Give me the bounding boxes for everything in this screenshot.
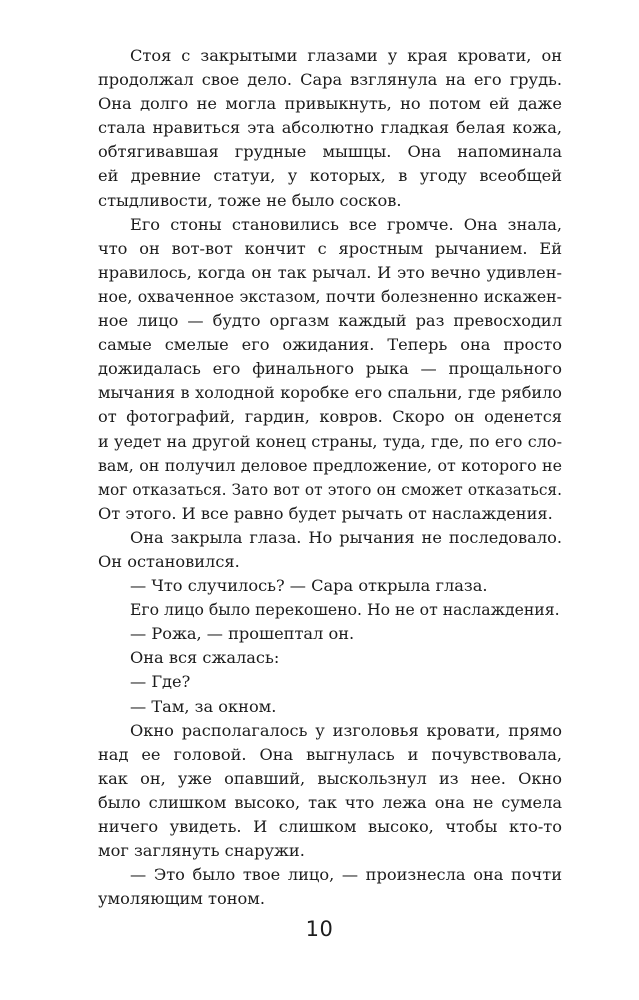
text-line: — Рожа, — прошептал он. [130,624,355,644]
text-line: — Что случилось? — Сара открыла глаза. [130,576,488,596]
page-number: 10 [305,917,334,941]
text-line: От этого. И все равно будет рычать от наслаждения. [98,503,553,523]
text-line: Она долго не могла привыкнуть, но потом ей даже [98,94,562,114]
text-line: дожидалась его финального рыка — прощального [98,359,562,379]
text-line: обтягивавшая грудные мышцы. Она напоминала [98,142,562,162]
text-line: — Это было твое лицо, — произнесла она почти [130,865,562,885]
text-line: было слишком высоко, так что лежа она не сумела [98,792,562,812]
text-line: Он остановился. [98,551,240,571]
text-line: над ее головой. Она выгнулась и почувствовала, [98,744,562,764]
text-line: — Где? [130,672,191,692]
text-line: вам, он получил деловое предложение, от которого не [98,455,562,475]
text-line: ничего увидеть. И слишком высоко, чтобы кто-то [98,817,562,836]
text-line: от фотографий, гардин, ковров. Скоро он оденется [98,407,562,427]
text-line: мог отказаться. Зато вот от этого он сможет отказаться. [98,480,562,499]
text-line: Окно располагалось у изголовья кровати, прямо [130,720,562,740]
text-line: умоляющим тоном. [98,889,265,909]
text-line: ное лицо — будто оргазм каждый раз превосходил [98,311,562,331]
text-line: продолжал свое дело. Сара взглянула на его грудь. [98,70,562,90]
text-line: самые смелые его ожидания. Теперь она просто [98,335,562,355]
text-line: — Там, за окном. [130,696,277,716]
text-line: Его стоны становились все громче. Она знала, [130,214,562,234]
text-line: ей древние статуи, у которых, в угоду всеобщей [98,166,562,186]
text-line: стыдливости, тоже не было сосков. [98,190,402,210]
text-line: мог заглянуть снаружи. [98,841,305,861]
text-line: Стоя с закрытыми глазами у края кровати, он [130,46,562,65]
text-line: мычания в холодной коробке его спальни, где рябило [98,383,562,403]
text-line: как он, уже опавший, выскользнул из нее. Окно [98,768,562,788]
text-line: Она закрыла глаза. Но рычания не последовало. [130,527,562,547]
text-line: нравилось, когда он так рычал. И это вечно удивлен- [98,262,562,282]
text-line: стала нравиться эта абсолютно гладкая белая кожа, [98,118,562,138]
text-line: Его лицо было перекошено. Но не от наслаждения. [130,600,560,620]
text-line: что он вот-вот кончит с яростным рычанием. Ей [98,238,562,258]
text-line: и уедет на другой конец страны, туда, где, по его сло- [98,431,562,451]
text-line: Она вся сжалась: [130,648,280,668]
body-text [98,44,562,911]
text-line: ное, охваченное экстазом, почти болезненно искажен- [98,286,562,306]
